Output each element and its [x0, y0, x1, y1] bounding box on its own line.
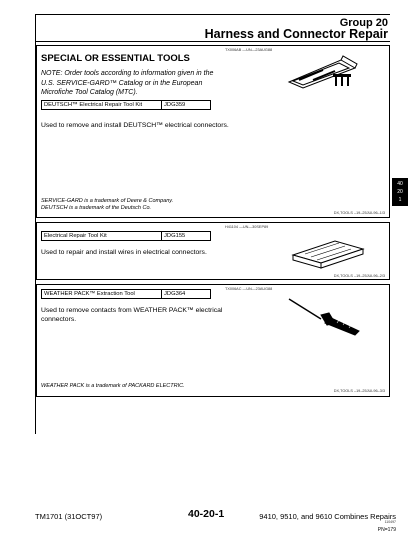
- tool-description: Used to remove contacts from WEATHER PACK™ electrical connectors.: [41, 307, 223, 323]
- electrical-repair-kit-panel: [36, 222, 390, 280]
- date-code: 110497: [384, 520, 396, 524]
- tool-case-illustration: [287, 233, 369, 269]
- order-note: NOTE: Order tools according to information given in the U.S. SERVICE-GARD™ Catalog or in the European Microfiche Tool Catalog (MTC).: [41, 70, 214, 96]
- doc-code: DX,TOOLS –19–25JUL96–2/3: [333, 274, 385, 278]
- doc-code: DX,TOOLS –19–25JUL96–3/3: [333, 389, 385, 393]
- weather-pack-tool-panel: [36, 284, 390, 397]
- top-rule: [35, 14, 390, 15]
- manual-number: TM1701 (31OCT97): [35, 512, 103, 521]
- pn-number: PN=179: [377, 527, 396, 533]
- tool-number: JDG359: [164, 102, 186, 108]
- tool-name: DEUTSCH™ Electrical Repair Tool Kit: [42, 101, 162, 109]
- page-number: 40-20-1: [188, 508, 225, 520]
- extraction-tool-illustration: [281, 293, 371, 337]
- group-label: Group 20: [339, 17, 388, 29]
- tool-description: Used to repair and install wires in electrical connectors.: [41, 249, 207, 256]
- special-tools-title: SPECIAL OR ESSENTIAL TOOLS: [41, 53, 190, 64]
- trademark-note: DEUTSCH is a trademark of the Deutsch Co.: [41, 205, 152, 211]
- weather-pack-tool-row: [41, 289, 211, 299]
- tool-name: Electrical Repair Tool Kit: [42, 232, 162, 240]
- tab-line: 20: [397, 189, 403, 195]
- figure-code: TX006AC —UN—23AUG88: [225, 287, 273, 291]
- section-title: Harness and Connector Repair: [204, 27, 388, 41]
- tool-name: WEATHER PACK™ Extraction Tool: [42, 290, 162, 298]
- electrical-repair-tool-row: [41, 231, 211, 241]
- deutsch-tool-row: [41, 100, 211, 110]
- special-tools-panel: [36, 45, 390, 218]
- trademark-note: WEATHER PACK is a trademark of PACKARD ELECTRIC.: [41, 383, 185, 389]
- tab-line: 40: [397, 181, 403, 187]
- section-tab: [392, 178, 408, 206]
- manual-title: 9410, 9510, and 9610 Combines Repairs: [259, 512, 396, 521]
- doc-code: DX,TOOLS –19–25JUL96–1/3: [333, 211, 385, 215]
- tool-description: Used to remove and install DEUTSCH™ electrical connectors.: [41, 122, 229, 129]
- tab-line: 1: [398, 197, 402, 203]
- tool-number: JDG155: [164, 233, 186, 239]
- trademark-note: SERVICE-GARD is a trademark of Deere & Company.: [41, 198, 174, 204]
- figure-code: TX006AB —UN—23AUG88: [225, 48, 273, 52]
- figure-code: H41104 —UN—30SEP89: [225, 225, 269, 229]
- header-rule: [35, 41, 390, 42]
- tool-number: JDG364: [164, 291, 186, 297]
- deutsch-tool-kit-illustration: [283, 54, 361, 90]
